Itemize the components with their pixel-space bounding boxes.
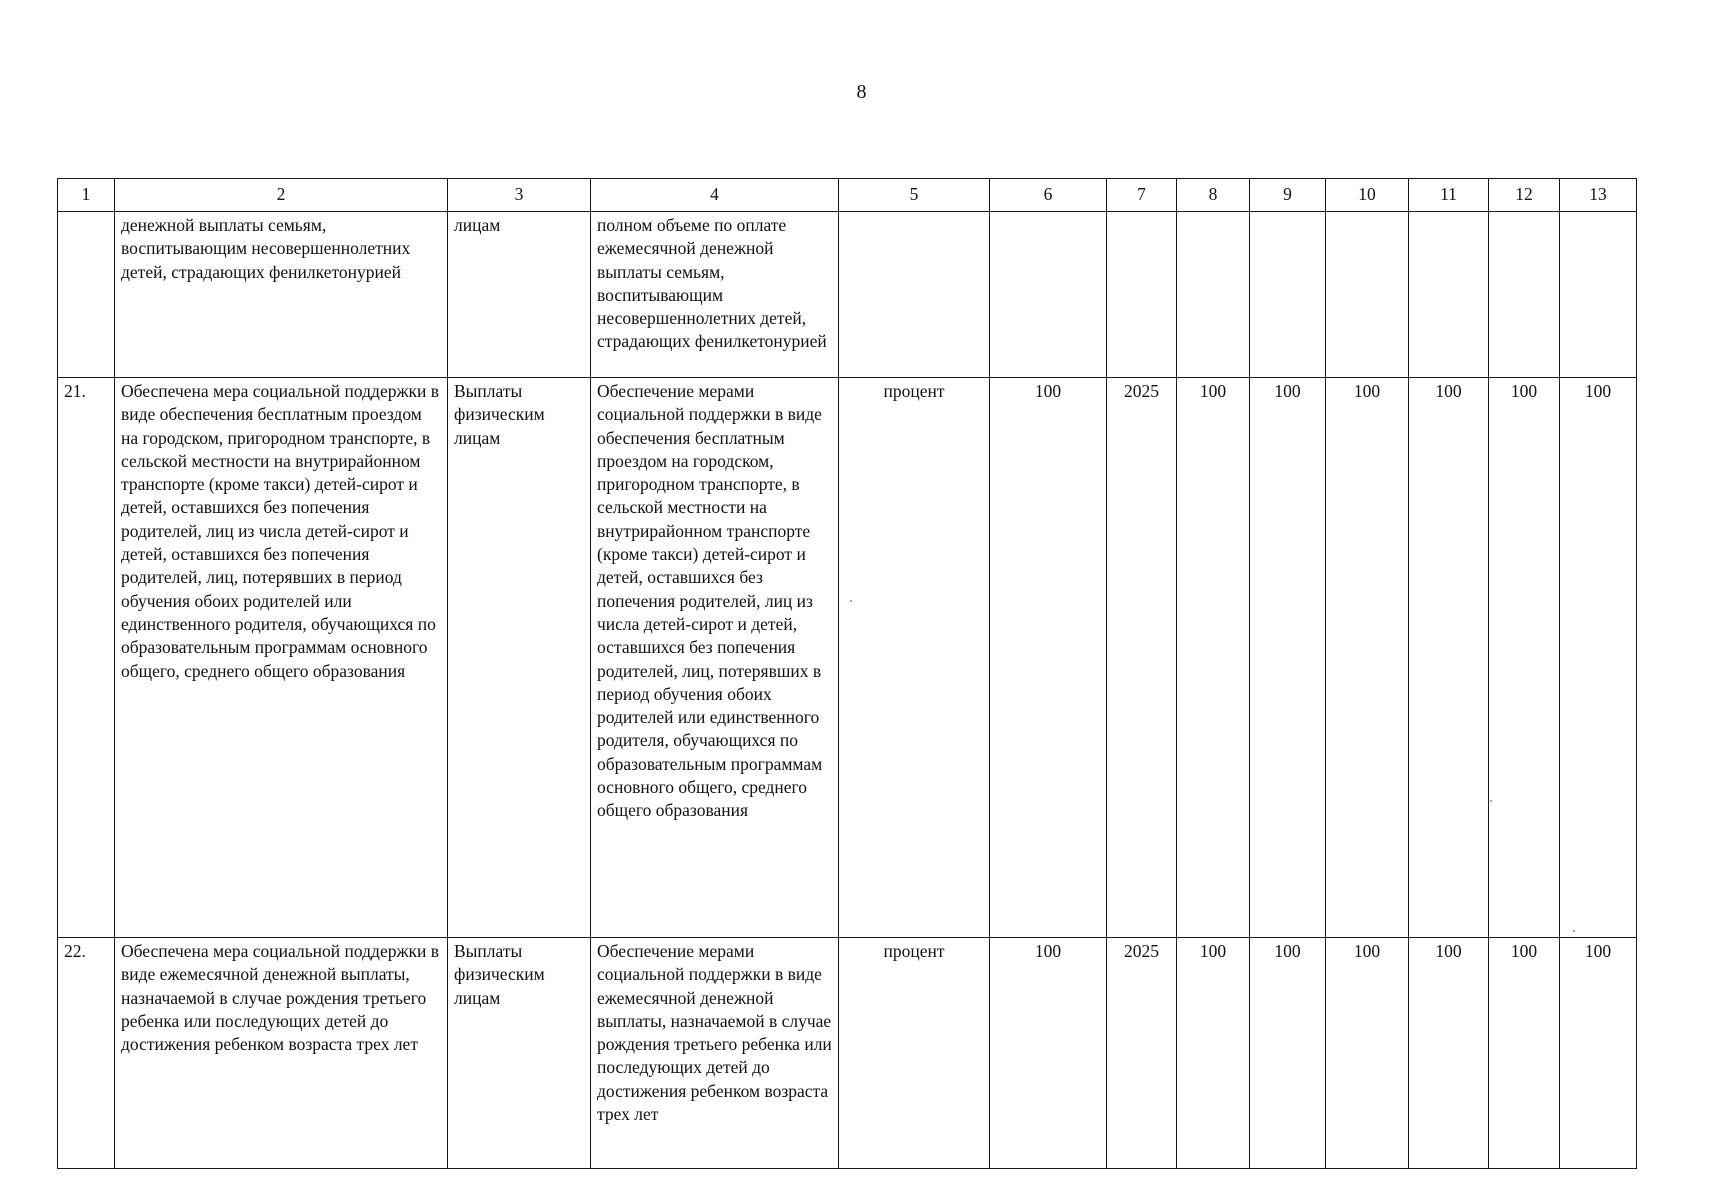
table-row-continuation	[58, 212, 1637, 378]
row-number: 21.	[58, 378, 115, 938]
column-numbers-row	[58, 179, 1637, 212]
result-cell: Обеспечена мера социальной поддержки в виде ежемесячной денежной выплаты, назначаемой в случае рождения третьего ребенка или последующих детей до достижения ребенком возраста трех лет	[115, 938, 448, 1169]
result-cell: Обеспечена мера социальной поддержки в виде обеспечения бесплатным проездом на городском, пригородном транспорте, в сельской местности на внутрирайонном транспорте (кроме такси) детей-сирот и детей, оставшихся без попечения родителей, лиц из числа детей-сирот и детей, оставшихся без попечения родителей, лиц, потерявших в период обучения обоих родителей или единственного родителя, обучающихся по образовательным программам основного общего, среднего общего образования	[115, 378, 448, 938]
base-value-cell: 100	[990, 378, 1107, 938]
type-cell: Выплаты физическим лицам	[448, 938, 591, 1169]
result-cell: денежной выплаты семьям, воспитывающим несовершеннолетних детей, страдающих фенилкетонурией	[115, 212, 448, 378]
value-cell	[1560, 212, 1637, 378]
row-number	[58, 212, 115, 378]
value-cell: 100	[1177, 378, 1250, 938]
value-cell: 100	[1250, 378, 1326, 938]
unit-cell: процент	[839, 378, 990, 938]
column-number: 2	[115, 179, 448, 212]
value-cell: 100	[1409, 378, 1489, 938]
value-cell: 100	[1560, 938, 1637, 1169]
value-cell: 100	[1489, 378, 1560, 938]
base-value-cell	[990, 212, 1107, 378]
value-cell: 100	[1326, 938, 1409, 1169]
base-year-cell	[1107, 212, 1177, 378]
column-number: 11	[1409, 179, 1489, 212]
value-cell: 100	[1409, 938, 1489, 1169]
page-number: 8	[856, 81, 867, 103]
scan-speck	[850, 600, 852, 602]
unit-cell: процент	[839, 938, 990, 1169]
scan-speck	[1490, 800, 1492, 802]
value-cell	[1489, 212, 1560, 378]
table-row-21	[58, 378, 1637, 938]
value-cell	[1177, 212, 1250, 378]
column-number: 1	[58, 179, 115, 212]
column-number: 12	[1489, 179, 1560, 212]
column-number: 4	[591, 179, 839, 212]
value-cell	[1409, 212, 1489, 378]
column-number: 13	[1560, 179, 1637, 212]
table-row-22	[58, 938, 1637, 1169]
column-number: 3	[448, 179, 591, 212]
description-cell: Обеспечение мерами социальной поддержки в виде обеспечения бесплатным проездом на городском, пригородном транспорте, в сельской местности на внутрирайонном транспорте (кроме такси) детей-сирот и детей, оставшихся без попечения родителей, лиц из числа детей-сирот и детей, оставшихся без попечения родителей, лиц, потерявших в период обучения обоих родителей или единственного родителя, обучающихся по образовательным программам основного общего, среднего общего образования	[591, 378, 839, 938]
indicators-table	[57, 178, 1637, 1169]
value-cell: 100	[1560, 378, 1637, 938]
base-year-cell: 2025	[1107, 378, 1177, 938]
value-cell: 100	[1326, 378, 1409, 938]
value-cell	[1326, 212, 1409, 378]
description-cell: Обеспечение мерами социальной поддержки в виде ежемесячной денежной выплаты, назначаемой в случае рождения третьего ребенка или последующих детей до достижения ребенком возраста трех лет	[591, 938, 839, 1169]
column-number: 5	[839, 179, 990, 212]
base-year-cell: 2025	[1107, 938, 1177, 1169]
description-cell: полном объеме по оплате ежемесячной денежной выплаты семьям, воспитывающим несовершеннолетних детей, страдающих фенилкетонурией	[591, 212, 839, 378]
column-number: 7	[1107, 179, 1177, 212]
row-number: 22.	[58, 938, 115, 1169]
column-number: 10	[1326, 179, 1409, 212]
scan-speck	[1573, 930, 1575, 932]
column-number: 9	[1250, 179, 1326, 212]
column-number: 8	[1177, 179, 1250, 212]
base-value-cell: 100	[990, 938, 1107, 1169]
value-cell: 100	[1177, 938, 1250, 1169]
value-cell: 100	[1489, 938, 1560, 1169]
value-cell	[1250, 212, 1326, 378]
type-cell: Выплаты физическим лицам	[448, 378, 591, 938]
column-number: 6	[990, 179, 1107, 212]
value-cell: 100	[1250, 938, 1326, 1169]
type-cell: лицам	[448, 212, 591, 378]
unit-cell	[839, 212, 990, 378]
